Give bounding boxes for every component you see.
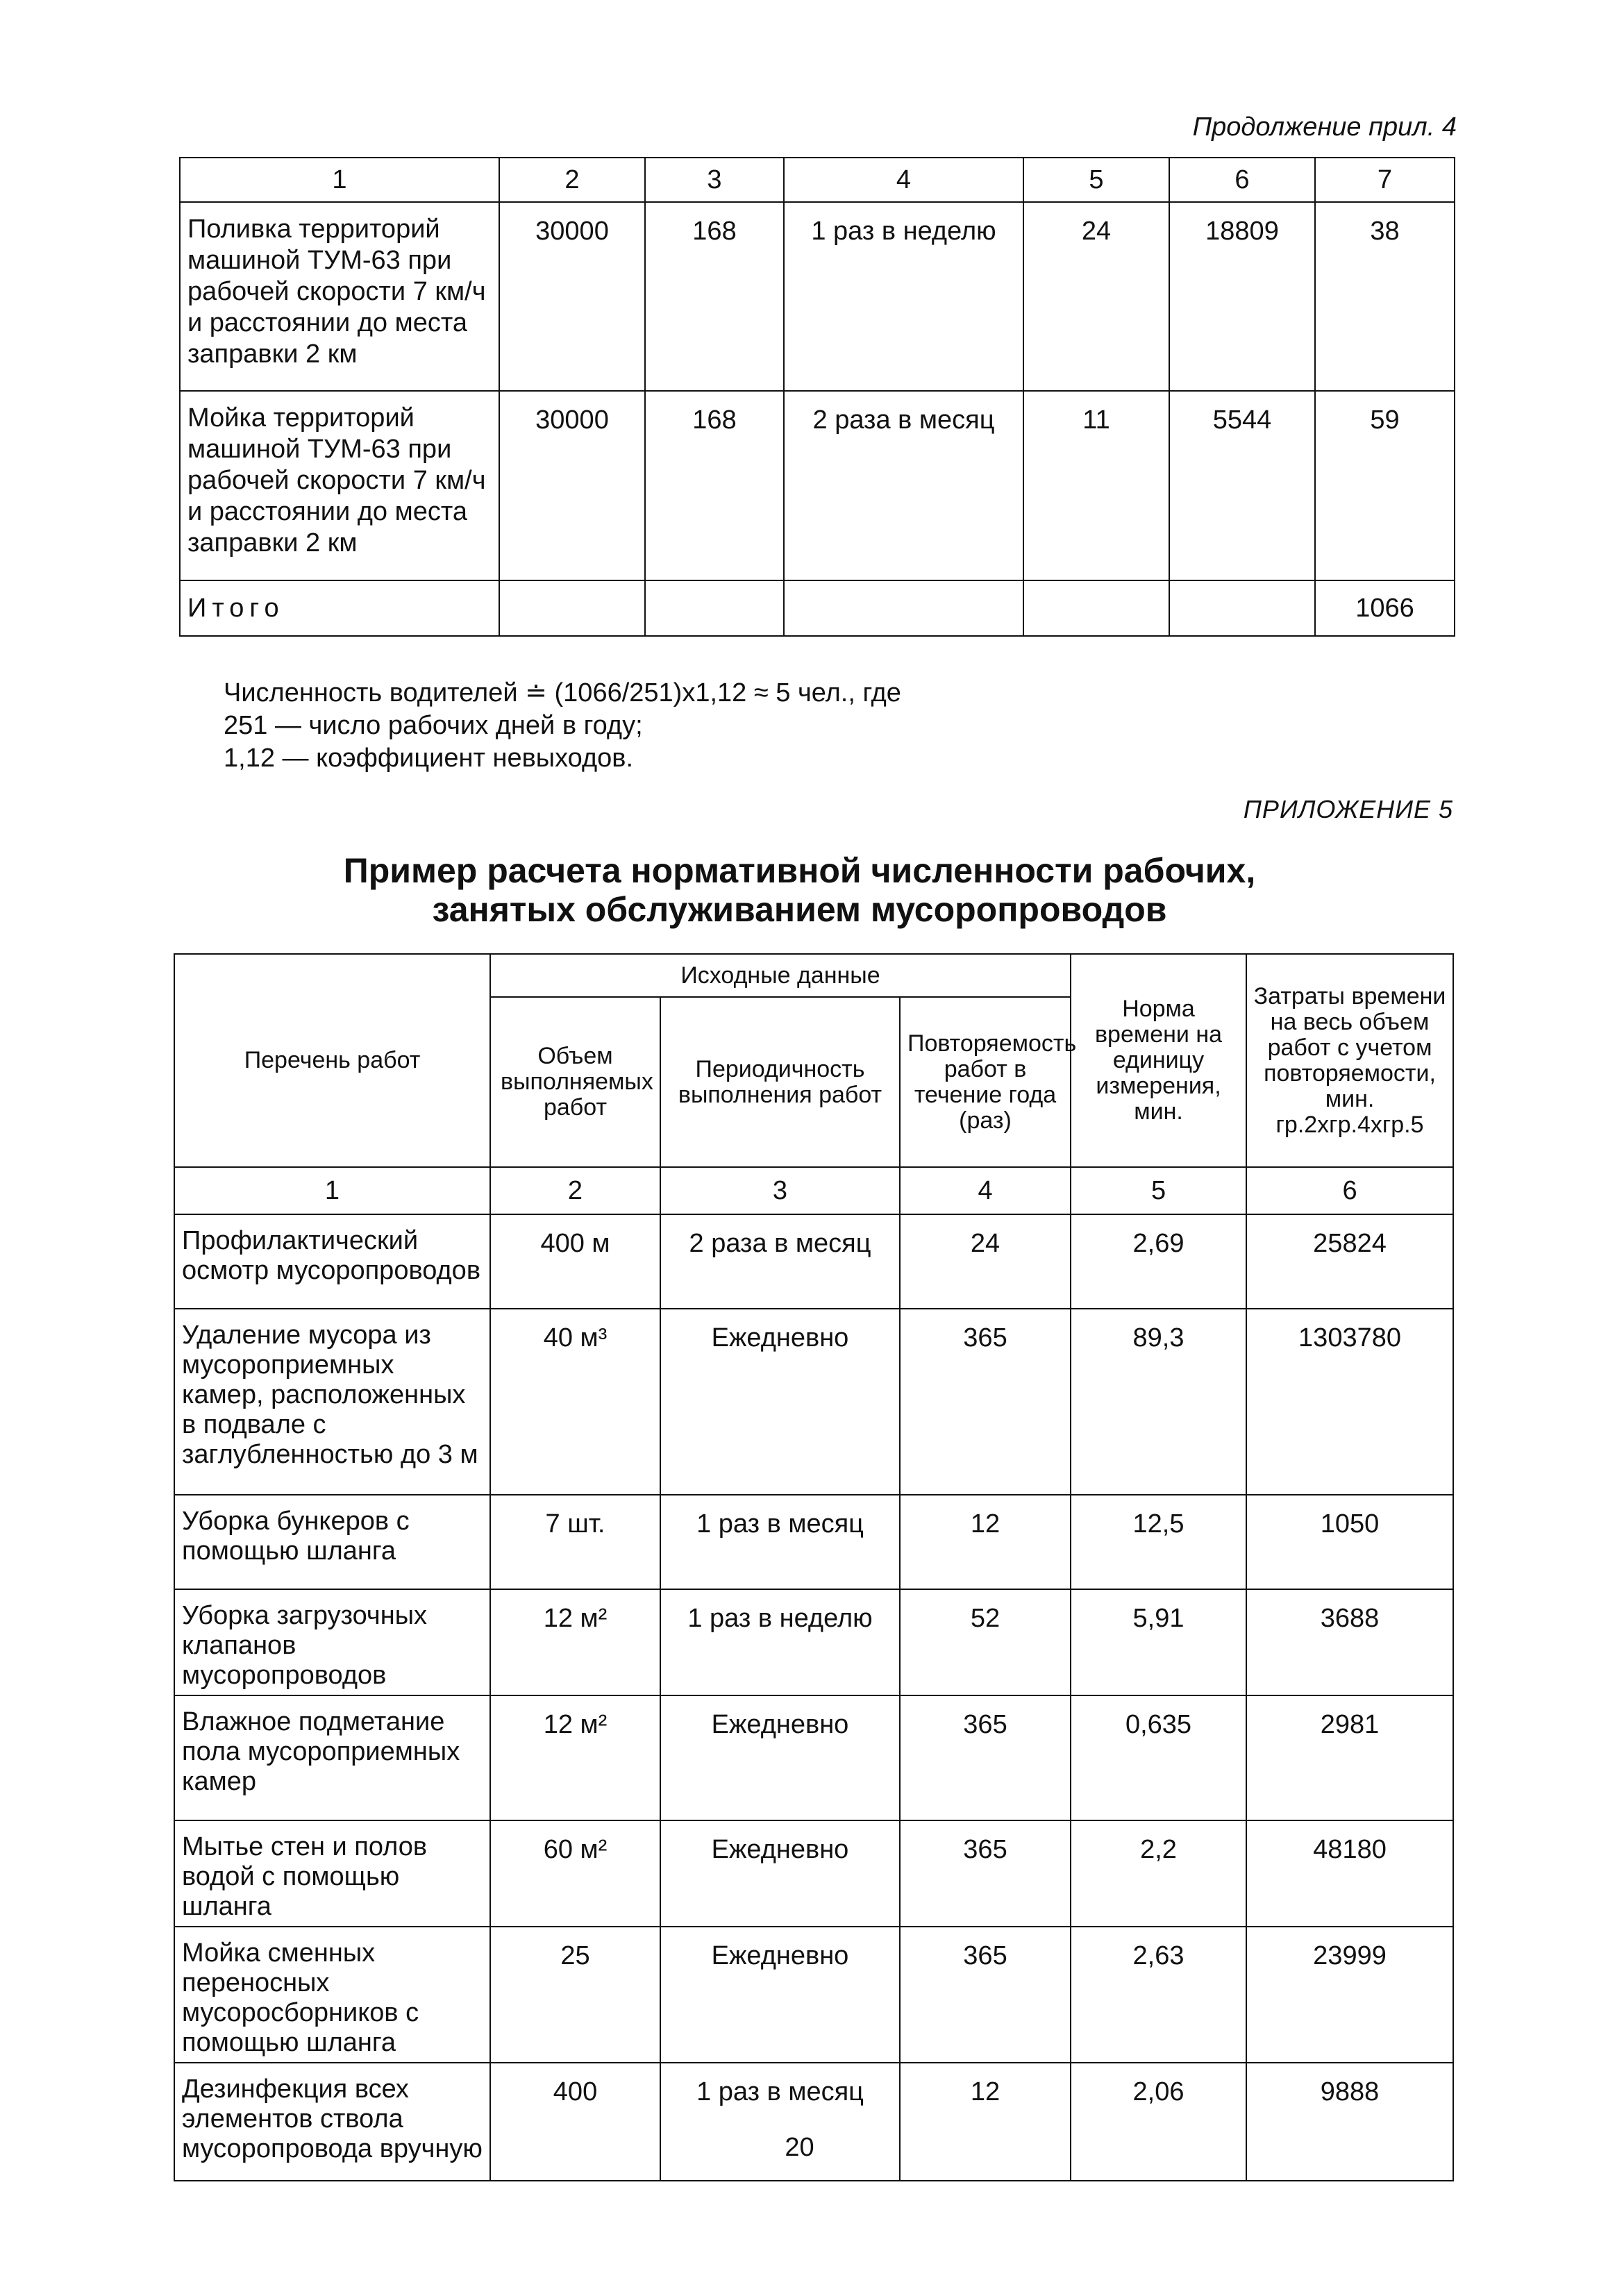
table-row <box>174 1820 1453 1927</box>
table-cell: 1303780 <box>1246 1309 1453 1495</box>
table-cell: 12,5 <box>1071 1495 1246 1589</box>
title-line: Пример расчета нормативной численности рабочих, <box>343 851 1256 890</box>
table-cell: 365 <box>900 1309 1071 1495</box>
table-cell: 59 <box>1315 391 1455 580</box>
note-line: Численность водителей ≐ (1066/251)х1,12 ≈ 5 чел., где <box>224 678 901 707</box>
work-name-cell: Уборка бункеров с помощью шланга <box>174 1495 490 1589</box>
table-cell: 2981 <box>1246 1695 1453 1820</box>
table-cell: 24 <box>900 1214 1071 1309</box>
work-name-cell: Поливка территорий машиной ТУМ-63 при рабочей скорости 7 км/ч и расстоянии до места заправки 2 км <box>180 202 499 391</box>
table-cell: Ежедневно <box>660 1927 900 2063</box>
column-number: 7 <box>1315 158 1455 202</box>
page-number: 20 <box>785 2133 814 2162</box>
table-cell: 5,91 <box>1071 1589 1246 1695</box>
section-title <box>0 851 1599 929</box>
table-cell: 25 <box>490 1927 660 2063</box>
table-cell: 30000 <box>499 202 645 391</box>
table-cell: 12 м² <box>490 1695 660 1820</box>
table-row <box>180 202 1455 391</box>
empty-cell <box>1169 580 1315 636</box>
table-cell: Ежедневно <box>660 1309 900 1495</box>
table-cell: 25824 <box>1246 1214 1453 1309</box>
title-line: занятых обслуживанием мусоропроводов <box>432 890 1167 929</box>
table-cell: 2,2 <box>1071 1820 1246 1927</box>
header-repeat: Повторяемость работ в течение года (раз) <box>900 997 1071 1167</box>
table-cell: 2,06 <box>1071 2063 1246 2181</box>
table-cell: 5544 <box>1169 391 1315 580</box>
table-row <box>174 1309 1453 1495</box>
header-source-data: Исходные данные <box>490 954 1071 997</box>
column-number: 1 <box>180 158 499 202</box>
worker-calculation-table <box>174 953 1454 2181</box>
table-row <box>174 1927 1453 2063</box>
continuation-note: Продолжение прил. 4 <box>1192 112 1457 142</box>
table-cell: 2,63 <box>1071 1927 1246 2063</box>
total-value: 1066 <box>1315 580 1455 636</box>
table-cell: 89,3 <box>1071 1309 1246 1495</box>
table-cell: 9888 <box>1246 2063 1453 2181</box>
column-number: 3 <box>645 158 784 202</box>
table-cell: 23999 <box>1246 1927 1453 2063</box>
table-cell: 2,69 <box>1071 1214 1246 1309</box>
table-cell: 7 шт. <box>490 1495 660 1589</box>
column-number: 1 <box>174 1167 490 1214</box>
table-cell: 38 <box>1315 202 1455 391</box>
table-cell: 1 раз в неделю <box>784 202 1023 391</box>
table-header-row <box>174 954 1453 997</box>
table-cell: Ежедневно <box>660 1820 900 1927</box>
column-number: 2 <box>499 158 645 202</box>
header-volume: Объем выполняемых работ <box>490 997 660 1167</box>
appendix-label: ПРИЛОЖЕНИЕ 5 <box>1243 795 1453 823</box>
table-row <box>174 1214 1453 1309</box>
table-cell: Ежедневно <box>660 1695 900 1820</box>
empty-cell <box>784 580 1023 636</box>
table-cell: 12 м² <box>490 1589 660 1695</box>
table-cell: 1 раз в месяц <box>660 2063 900 2181</box>
work-name-cell: Мойка сменных переносных мусоросборников с помощью шланга <box>174 1927 490 2063</box>
table-cell: 12 <box>900 1495 1071 1589</box>
table-cell: 2 раза в месяц <box>660 1214 900 1309</box>
table-cell: 11 <box>1023 391 1169 580</box>
table-header-row <box>180 158 1455 202</box>
column-number: 4 <box>784 158 1023 202</box>
work-name-cell: Профилактический осмотр мусоропроводов <box>174 1214 490 1309</box>
table-cell: 365 <box>900 1927 1071 2063</box>
header-works: Перечень работ <box>174 954 490 1167</box>
column-number: 6 <box>1169 158 1315 202</box>
header-cost: Затраты времени на весь объем работ с учетом повторяемости, мин. гр.2хгр.4хгр.5 <box>1246 954 1453 1167</box>
table-cell: 400 м <box>490 1214 660 1309</box>
table-cell: 1 раз в месяц <box>660 1495 900 1589</box>
table-cell: 12 <box>900 2063 1071 2181</box>
driver-calculation-table <box>179 157 1455 637</box>
column-numbers-row <box>174 1167 1453 1214</box>
calculation-notes <box>224 677 901 775</box>
table-row <box>174 2063 1453 2181</box>
work-name-cell: Мойка территорий машиной ТУМ-63 при рабочей скорости 7 км/ч и расстоянии до места заправки 2 км <box>180 391 499 580</box>
total-label: Итого <box>180 580 499 636</box>
table-cell: 168 <box>645 391 784 580</box>
note-line: 251 — число рабочих дней в году; <box>224 711 643 740</box>
table-cell: 400 <box>490 2063 660 2181</box>
table-cell: 0,635 <box>1071 1695 1246 1820</box>
column-number: 6 <box>1246 1167 1453 1214</box>
table-cell: 48180 <box>1246 1820 1453 1927</box>
column-number: 4 <box>900 1167 1071 1214</box>
table-row <box>180 391 1455 580</box>
table-cell: 1050 <box>1246 1495 1453 1589</box>
table-cell: 30000 <box>499 391 645 580</box>
table-cell: 365 <box>900 1820 1071 1927</box>
table-row <box>174 1589 1453 1695</box>
table-cell: 40 м³ <box>490 1309 660 1495</box>
table-cell: 3688 <box>1246 1589 1453 1695</box>
table-row <box>174 1495 1453 1589</box>
work-name-cell: Удаление мусора из мусороприемных камер, расположенных в подвале с заглубленностью до 3 м <box>174 1309 490 1495</box>
table-cell: 18809 <box>1169 202 1315 391</box>
table-cell: 168 <box>645 202 784 391</box>
empty-cell <box>499 580 645 636</box>
work-name-cell: Уборка загрузочных клапанов мусоропроводов <box>174 1589 490 1695</box>
empty-cell <box>645 580 784 636</box>
work-name-cell: Влажное подметание пола мусороприемных камер <box>174 1695 490 1820</box>
note-line: 1,12 — коэффициент невыходов. <box>224 744 634 773</box>
table-row <box>174 1695 1453 1820</box>
column-number: 5 <box>1023 158 1169 202</box>
work-name-cell: Дезинфекция всех элементов ствола мусоропровода вручную <box>174 2063 490 2181</box>
column-number: 3 <box>660 1167 900 1214</box>
table-cell: 24 <box>1023 202 1169 391</box>
table-cell: 365 <box>900 1695 1071 1820</box>
table-cell: 2 раза в месяц <box>784 391 1023 580</box>
header-norm: Норма времени на единицу измерения, мин. <box>1071 954 1246 1167</box>
table-cell: 60 м² <box>490 1820 660 1927</box>
table-cell: 1 раз в неделю <box>660 1589 900 1695</box>
header-periodicity: Периодичность выполнения работ <box>660 997 900 1167</box>
column-number: 5 <box>1071 1167 1246 1214</box>
table-cell: 52 <box>900 1589 1071 1695</box>
column-number: 2 <box>490 1167 660 1214</box>
work-name-cell: Мытье стен и полов водой с помощью шланга <box>174 1820 490 1927</box>
total-row <box>180 580 1455 636</box>
empty-cell <box>1023 580 1169 636</box>
